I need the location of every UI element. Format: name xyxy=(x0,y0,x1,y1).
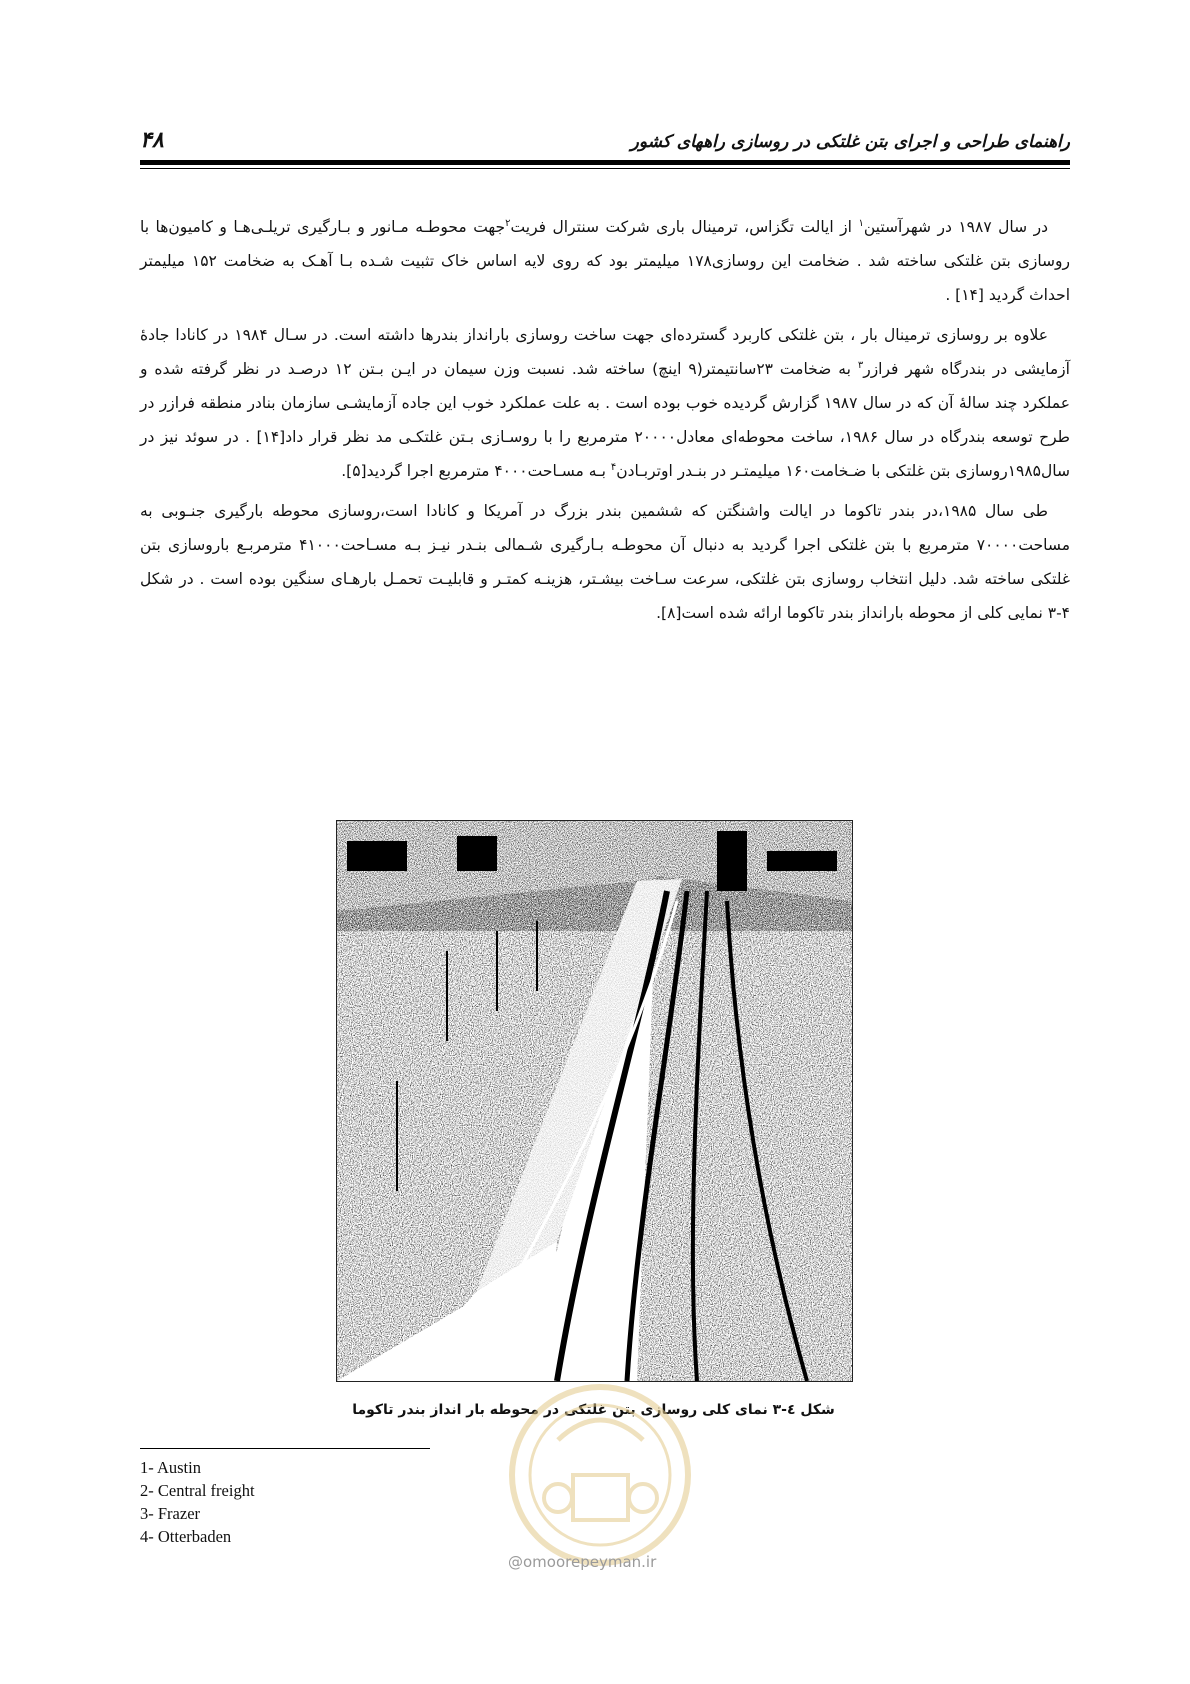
figure-caption: شکل ٤-۳ نمای کلی روسازی بتن غلتکی در محوطه بار انداز بندر تاکوما xyxy=(352,1402,835,1418)
paragraph-2: علاوه بر روسازی ترمینال بار ، بتن غلتکی کاربرد گسترده‌ای جهت ساخت روسازی بارانداز بندرها داشته است. در سـال ۱۹۸۴ در کانادا جادهٔ آزمایشی در بندرگاه شهر فرازر$^۳$ به ضخامت ۲۳سانتیمتر(۹ اینچ) ساخته شد. نسبت وزن سیمان در ایـن بـتن ۱۲ درصـد در نظر گرفته شده و عملکرد چند سالهٔ آن که در سال ۱۹۸۷ گزارش گردیده خوب بوده است . به علت عملکرد خوب این جاده آزمایشـی سازمان بنادر منطقه فرازر در طرح توسعه بندرگاه در سال ۱۹۸۶، ساخت محوطه‌ای معادل۲۰۰۰۰ مترمربع را با روسـازی بـتن غلتکـی مد نظر قرار داد[۱۴] . در سوئد نیز در سال۱۹۸۵روسازی بتن غلتکی با ضـخامت۱۶۰ میلیمتـر در بنـدر اوتربـادن$^۴$ بـه مسـاحت۴۰۰۰ مترمربع اجرا گردید[۵]. xyxy=(140,326,1070,480)
footnote-ref-3: ۳ xyxy=(857,359,864,371)
footnote-ref-2: ۲ xyxy=(505,217,511,229)
running-title: راهنمای طراحی و اجرای بتن غلتکی در روسازی راههای کشور xyxy=(630,132,1070,152)
body-text xyxy=(140,210,1070,636)
header-rule-thin xyxy=(140,168,1070,169)
footnote-ref-4: ۴ xyxy=(610,461,617,473)
paragraph-1: در سال ۱۹۸۷ در شهرآستین$^۱$ از ایالت تگزاس، ترمینال باری شرکت سنترال فریت$^۲$جهت محوطـه مـانور و بـارگیری تریلـی‌هـا و کامیون‌ها با روسازی بتن غلتکی ساخته شد . ضخامت این روسازی۱۷۸ میلیمتر بود که روی لایه اساس خاک تثبیت شـده بـا آهـک به ضخامت ۱۵۲ میلیمتر احداث گردید [۱۴] . xyxy=(140,217,1071,304)
footnote-rule xyxy=(140,1448,430,1449)
footnote-1: 1- Austin xyxy=(140,1458,201,1477)
footnote-ref-1: ۱ xyxy=(858,217,864,229)
page-header xyxy=(140,120,1070,164)
paragraph-3: طی سال ۱۹۸۵،در بندر تاکوما در ایالت واشنگتن که ششمین بندر بزرگ در آمریکا و کانادا است،روسازی محوطه بارگیری جنـوبی به مساحت۷۰۰۰۰ مترمربع با بتن غلتکی اجرا گردید به دنبال آن محوطـه بـارگیری شـمالی بنـدر نیـز بـه مسـاحت۴۱۰۰۰ مترمربـع باروسازی بتن غلتکی ساخته شد. دلیل انتخاب روسازی بتن غلتکی، سرعت سـاخت بیشـتر، هزینـه کمتـر و قابلیـت تحمـل بارهـای سنگین بوده است . در شکل ۴-۳ نمایی کلی از محوطه بارانداز بندر تاکوما ارائه شده است[۸]. xyxy=(140,502,1070,622)
footnotes xyxy=(140,1456,255,1548)
footnote-3: 3- Frazer xyxy=(140,1504,201,1523)
page-number: ۴۸ xyxy=(140,128,164,153)
footnote-4: 4- Otterbaden xyxy=(140,1527,232,1546)
photo-illustration xyxy=(337,821,852,1381)
watermark-seal xyxy=(488,1380,713,1570)
header-rule-thick xyxy=(140,160,1070,165)
port-terminal-photo xyxy=(336,820,853,1382)
watermark-url: @omoorepeyman.ir xyxy=(508,1553,657,1571)
footnote-2: 2- Central freight xyxy=(140,1481,255,1500)
